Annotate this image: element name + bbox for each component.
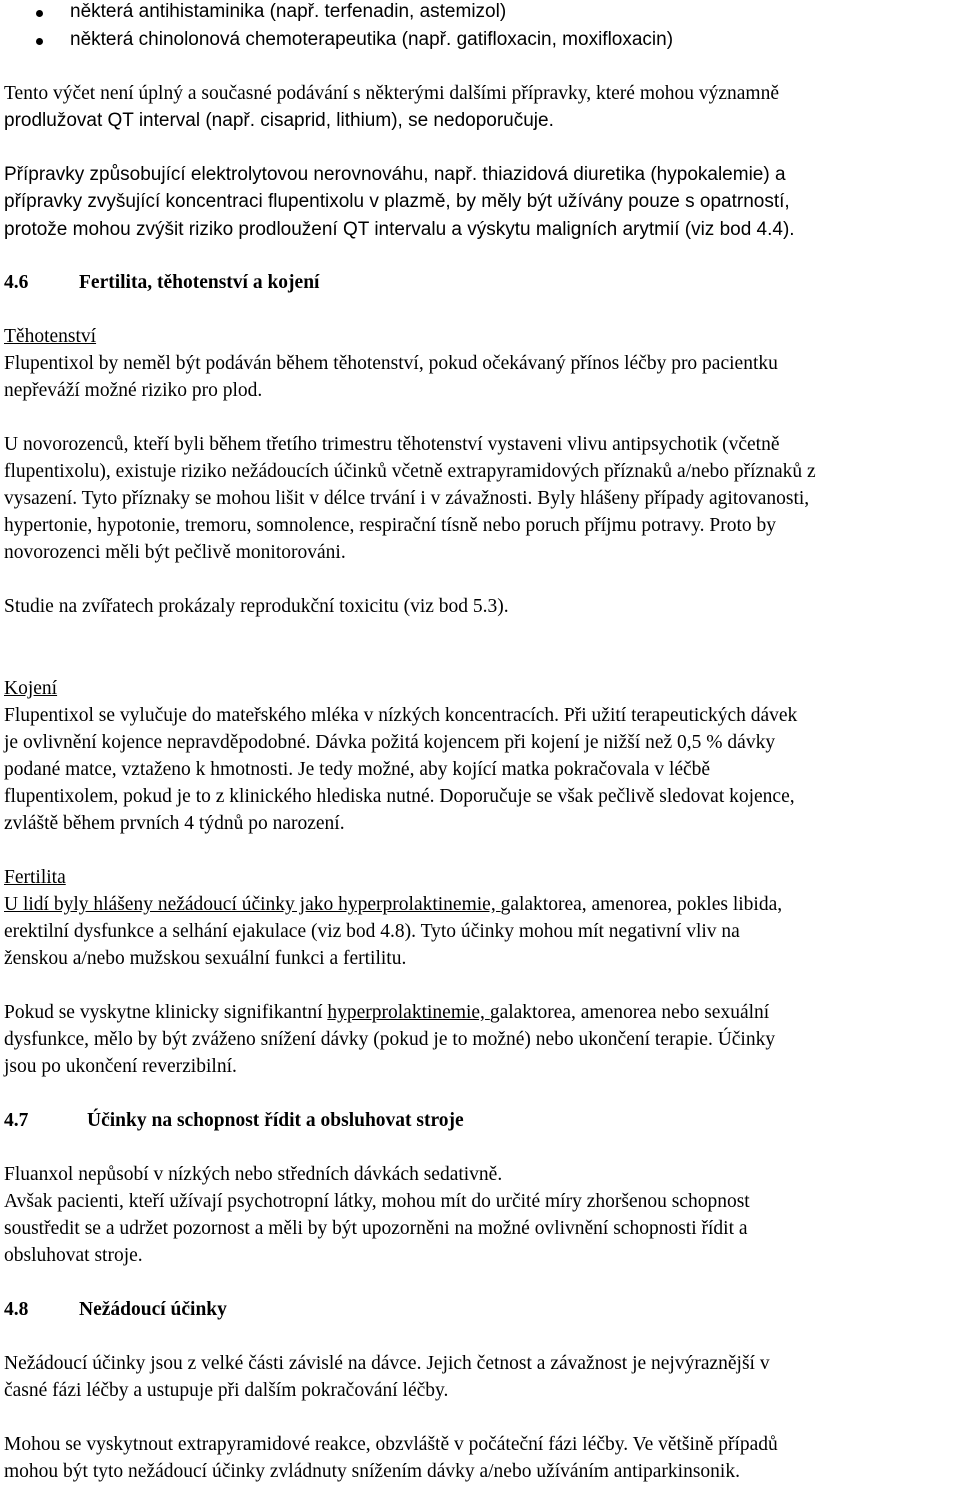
paragraph-line <box>4 111 554 130</box>
paragraph-line: mohou být tyto nežádoucí účinky zvládnuty snížením dávky a/nebo užíváním antiparkinsonik. <box>4 1461 740 1482</box>
paragraph-text: prodlužovat QT interval (např. cisaprid, lithium), se nedoporučuje. <box>4 110 554 131</box>
paragraph-line: přípravky zvyšující koncentraci flupentixolu v plazmě, by měly být užívány pouze s opatrností, <box>4 191 790 212</box>
subsection-heading-lactation: Kojení <box>4 678 58 699</box>
paragraph-text: galaktorea, amenorea nebo sexuální <box>489 1002 770 1023</box>
paragraph-line: U novorozenců, kteří byli během třetího trimestru těhotenství vystaveni vlivu antipsychotik (včetně <box>4 434 780 455</box>
paragraph-line: je ovlivnění kojence nepravděpodobné. Dávka požitá kojencem při kojení je nižší než 0,5 % dávky <box>4 732 776 753</box>
paragraph-line: Flupentixol by neměl být podáván během těhotenství, pokud očekávaný přínos léčby pro pacientku <box>4 353 778 374</box>
paragraph-line: erektilní dysfunkce a selhání ejakulace (viz bod 4.8). Tyto účinky mohou mít negativní vliv na <box>4 921 740 942</box>
section-number: 4.7 <box>4 1110 29 1131</box>
paragraph-line: flupentixolu), existuje riziko nežádoucích účinků včetně extrapyramidových příznaků a/nebo příznaků z <box>4 461 816 482</box>
section-number: 4.6 <box>4 272 29 293</box>
paragraph-line <box>4 895 782 915</box>
section-number: 4.8 <box>4 1299 29 1320</box>
paragraph-line: Přípravky způsobující elektrolytovou nerovnováhu, např. thiazidová diuretika (hypokalemie) a <box>4 164 786 185</box>
paragraph-line: nepřeváží možné riziko pro plod. <box>4 380 263 401</box>
paragraph-line: zvláště během prvních 4 týdnů po narození. <box>4 813 345 834</box>
paragraph-line: časné fázi léčby a ustupuje při dalším pokračování léčby. <box>4 1380 449 1401</box>
paragraph-line: Studie na zvířatech prokázaly reprodukční toxicitu (viz bod 5.3). <box>4 596 509 617</box>
paragraph-line: Mohou se vyskytnout extrapyramidové reakce, obzvláště v počáteční fázi léčby. Ve většině případů <box>4 1434 778 1455</box>
paragraph-line: Fluanxol nepůsobí v nízkých nebo středních dávkách sedativně. <box>4 1164 503 1185</box>
paragraph-line: novorozenci měli být pečlivě monitorováni. <box>4 542 346 563</box>
paragraph-line: dysfunkce, mělo by být zváženo snížení dávky (pokud je to možné) nebo ukončení terapie. Účinky <box>4 1029 776 1050</box>
paragraph-line <box>4 1003 769 1023</box>
bullet-item-2: některá chinolonová chemoterapeutika (např. gatifloxacin, moxifloxacin) <box>70 29 674 50</box>
paragraph-line: flupentixolem, pokud je to z klinického hlediska nutné. Doporučuje se však pečlivě sledovat kojence, <box>4 786 795 807</box>
underlined-text: U lidí byly hlášeny nežádoucí účinky jako hyperprolaktinemie, <box>4 894 501 915</box>
paragraph-line: Flupentixol se vylučuje do mateřského mléka v nízkých koncentracích. Při užití terapeutických dávek <box>4 705 798 726</box>
section-title: Účinky na schopnost řídit a obsluhovat stroje <box>87 1110 464 1131</box>
bullet-dot-2 <box>36 38 43 45</box>
paragraph-line: protože mohou zvýšit riziko prodloužení QT intervalu a výskytu maligních arytmií (viz bod 4.4). <box>4 219 795 240</box>
paragraph-line: soustředit se a udržet pozornost a měli by být upozorněni na možné ovlivnění schopnosti řídit a <box>4 1218 748 1239</box>
paragraph-line: hypertonie, hypotonie, tremoru, somnolence, respirační tísně nebo poruch příjmu potravy. Proto by <box>4 515 777 536</box>
bullet-item-1: některá antihistaminika (např. terfenadin, astemizol) <box>70 1 507 22</box>
section-title: Fertilita, těhotenství a kojení <box>79 272 320 293</box>
paragraph-line: obsluhovat stroje. <box>4 1245 143 1266</box>
paragraph-line: Tento výčet není úplný a současné podávání s některými dalšími přípravky, které mohou významně <box>4 83 779 104</box>
paragraph-text: galaktorea, amenorea, pokles libida, <box>500 894 783 915</box>
bullet-dot-1 <box>36 10 43 17</box>
paragraph-line: jsou po ukončení reverzibilní. <box>4 1056 237 1077</box>
paragraph-line: vysazení. Tyto příznaky se mohou lišit v délce trvání i v závažnosti. Byly hlášeny případy agitovanosti, <box>4 488 810 509</box>
subsection-heading-fertility: Fertilita <box>4 867 66 888</box>
paragraph-text: Pokud se vyskytne klinicky signifikantní <box>4 1002 328 1023</box>
paragraph-line: ženskou a/nebo mužskou sexuální funkci a fertilitu. <box>4 948 407 969</box>
section-title: Nežádoucí účinky <box>79 1299 227 1320</box>
paragraph-line: Nežádoucí účinky jsou z velké části závislé na dávce. Jejich četnost a závažnost je nejvýraznější v <box>4 1353 770 1374</box>
subsection-heading-pregnancy: Těhotenství <box>4 326 97 347</box>
paragraph-line: podané matce, vztaženo k hmotnosti. Je tedy možné, aby kojící matka pokračovala v léčbě <box>4 759 711 780</box>
paragraph-line: Avšak pacienti, kteří užívají psychotropní látky, mohou mít do určité míry zhoršenou schopnost <box>4 1191 750 1212</box>
underlined-text: hyperprolaktinemie, <box>327 1002 490 1023</box>
